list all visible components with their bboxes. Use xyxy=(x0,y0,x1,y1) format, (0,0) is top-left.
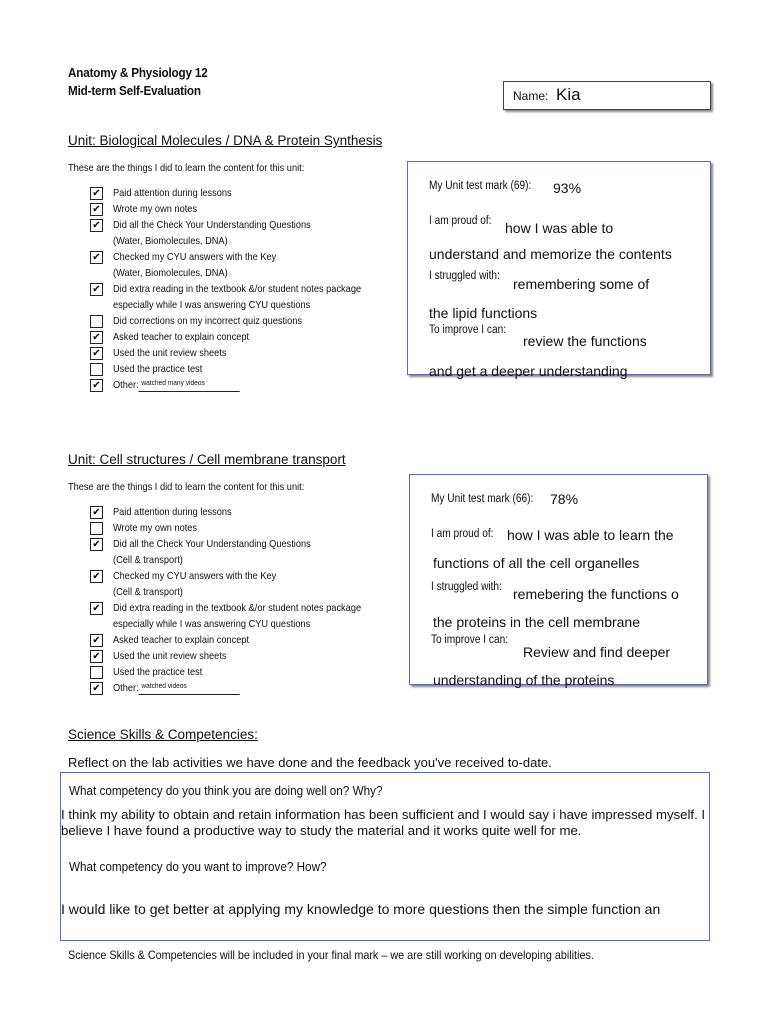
checklist-item-label xyxy=(113,346,227,360)
item-label-text: Other: xyxy=(113,379,139,391)
checklist-item-label xyxy=(113,266,228,280)
other-input-line[interactable] xyxy=(139,681,240,695)
item-label-text: Used the unit review sheets xyxy=(113,650,227,662)
item-label-text: Did corrections on my incorrect quiz questions xyxy=(113,315,302,327)
unit2-improve-label: To improve I can: xyxy=(431,634,509,646)
unit1-mark-value[interactable]: 93% xyxy=(553,180,582,196)
item-label-text: Checked my CYU answers with the Key xyxy=(113,251,277,263)
skills-question-1: What competency do you think you are doing well on? Why? xyxy=(69,783,383,798)
item-label-text: especially while I was answering CYU questions xyxy=(113,618,311,630)
other-input-line[interactable] xyxy=(139,378,240,392)
item-label-text: Used the unit review sheets xyxy=(113,347,227,359)
checkbox[interactable]: ✔ xyxy=(90,602,103,615)
checkbox[interactable]: ✔ xyxy=(90,634,103,647)
unit1-intro: These are the things I did to learn the content for this unit: xyxy=(68,162,305,174)
skills-heading: Science Skills & Competencies: xyxy=(68,727,258,742)
checklist-item-label xyxy=(113,633,249,647)
item-label-text: Did extra reading in the textbook &/or student notes package xyxy=(113,283,362,295)
checklist-item-label xyxy=(113,617,310,631)
checklist-item-label xyxy=(113,649,227,663)
checkbox[interactable]: ✔ xyxy=(90,187,103,200)
unit2-struggled-label: I struggled with: xyxy=(431,581,502,593)
item-label-text: Used the practice test xyxy=(113,363,203,375)
checklist-item-label xyxy=(113,521,197,535)
checkbox[interactable] xyxy=(90,666,103,679)
checkbox[interactable]: ✔ xyxy=(90,219,103,232)
course-title: Anatomy & Physiology 12 xyxy=(68,65,208,80)
checklist-item-label xyxy=(113,569,276,583)
checklist-item-label xyxy=(113,681,240,695)
checkbox[interactable]: ✔ xyxy=(90,682,103,695)
unit1-mark-label: My Unit test mark (69): xyxy=(429,180,532,192)
checkbox[interactable] xyxy=(90,522,103,535)
name-field[interactable] xyxy=(503,81,711,110)
unit2-heading: Unit: Cell structures / Cell membrane transport xyxy=(68,452,346,467)
unit2-improve-line1[interactable]: Review and find deeper xyxy=(523,644,671,660)
unit2-proud-label: I am proud of: xyxy=(431,528,494,540)
checkbox[interactable]: ✔ xyxy=(90,283,103,296)
unit2-struggled-line2[interactable]: the proteins in the cell membrane xyxy=(433,614,640,630)
checklist-item-label xyxy=(113,378,240,392)
checklist-item-label xyxy=(113,298,310,312)
checkbox[interactable]: ✔ xyxy=(90,203,103,216)
item-label-text: especially while I was answering CYU questions xyxy=(113,299,311,311)
unit2-intro: These are the things I did to learn the content for this unit: xyxy=(68,481,305,493)
unit2-mark-value[interactable]: 78% xyxy=(550,491,579,507)
item-label-text: Asked teacher to explain concept xyxy=(113,331,250,343)
checklist-item-label xyxy=(113,505,232,519)
unit1-proud-line2[interactable]: understand and memorize the contents xyxy=(429,246,672,262)
checkbox[interactable]: ✔ xyxy=(90,379,103,392)
checkbox[interactable] xyxy=(90,363,103,376)
skills-question-2: What competency do you want to improve? How? xyxy=(69,859,327,874)
item-label-text: Did extra reading in the textbook &/or student notes package xyxy=(113,602,362,614)
skills-answer-2[interactable]: I would like to get better at applying my knowledge to more questions then the simple function an xyxy=(61,901,661,917)
item-label-text: (Water, Biomolecules, DNA) xyxy=(113,235,228,247)
checklist-item-label xyxy=(113,665,202,679)
unit2-reflection-box xyxy=(409,474,708,688)
unit2-proud-line1[interactable]: how I was able to learn the xyxy=(507,527,674,543)
unit1-reflection-box xyxy=(407,161,711,379)
unit1-improve-label: To improve I can: xyxy=(429,324,507,336)
checkbox[interactable]: ✔ xyxy=(90,251,103,264)
checklist-item-label xyxy=(113,234,228,248)
checklist-item-label xyxy=(113,202,197,216)
item-label-text: Other: xyxy=(113,682,139,694)
skills-reflect-prompt: Reflect on the lab activities we have done and the feedback you've received to-date. xyxy=(68,755,552,770)
other-value: watched many videos xyxy=(141,378,205,387)
checklist-item-label xyxy=(113,537,311,551)
unit1-struggled-line2[interactable]: the lipid functions xyxy=(429,305,538,321)
unit1-proud-line1[interactable]: how I was able to xyxy=(505,220,614,236)
checkbox[interactable]: ✔ xyxy=(90,347,103,360)
item-label-text: Paid attention during lessons xyxy=(113,187,232,199)
checkbox[interactable]: ✔ xyxy=(90,538,103,551)
checklist-item-label xyxy=(113,601,361,615)
name-label: Name: xyxy=(513,89,549,103)
unit1-heading: Unit: Biological Molecules / DNA & Protein Synthesis xyxy=(68,133,383,148)
item-label-text: Wrote my own notes xyxy=(113,522,198,534)
item-label-text: Did all the Check Your Understanding Questions xyxy=(113,219,311,231)
item-label-text: Wrote my own notes xyxy=(113,203,198,215)
unit1-improve-line2[interactable]: and get a deeper understanding xyxy=(429,363,628,379)
checklist-item-label xyxy=(113,218,311,232)
page-subtitle: Mid-term Self-Evaluation xyxy=(68,83,201,98)
unit1-struggled-label: I struggled with: xyxy=(429,270,500,282)
skills-answer-1[interactable]: I think my ability to obtain and retain information has been sufficient and I would say i have impressed myself. I believe I have found a productive way to study the material and it works quite well for me. xyxy=(61,807,706,838)
item-label-text: (Water, Biomolecules, DNA) xyxy=(113,267,228,279)
item-label-text: Asked teacher to explain concept xyxy=(113,634,250,646)
unit2-struggled-line1[interactable]: remebering the functions o xyxy=(513,586,679,602)
item-label-text: Used the practice test xyxy=(113,666,203,678)
unit1-proud-label: I am proud of: xyxy=(429,215,492,227)
skills-response-box xyxy=(60,772,710,941)
checklist-item-label xyxy=(113,250,276,264)
unit2-mark-label: My Unit test mark (66): xyxy=(431,493,534,505)
checkbox[interactable] xyxy=(90,315,103,328)
other-value: watched videos xyxy=(141,681,187,690)
checklist-item-label xyxy=(113,282,361,296)
checklist-item-label xyxy=(113,186,232,200)
item-label-text: (Cell & transport) xyxy=(113,586,183,598)
checklist-item-label xyxy=(113,330,249,344)
unit1-improve-line1[interactable]: review the functions xyxy=(523,333,647,349)
skills-footer-note: Science Skills & Competencies will be included in your final mark – we are still working on developing abilities. xyxy=(68,948,594,962)
unit2-improve-line2[interactable]: understanding of the proteins xyxy=(433,672,615,688)
checklist-item-label xyxy=(113,585,183,599)
checklist-item-label xyxy=(113,362,202,376)
item-label-text: Paid attention during lessons xyxy=(113,506,232,518)
item-label-text: Checked my CYU answers with the Key xyxy=(113,570,277,582)
checklist-item-label xyxy=(113,314,302,328)
name-value[interactable]: Kia xyxy=(556,85,581,104)
checkbox[interactable]: ✔ xyxy=(90,331,103,344)
checkbox[interactable]: ✔ xyxy=(90,650,103,663)
checkbox[interactable]: ✔ xyxy=(90,506,103,519)
item-label-text: Did all the Check Your Understanding Questions xyxy=(113,538,311,550)
checklist-item-label xyxy=(113,553,183,567)
unit1-struggled-line1[interactable]: remembering some of xyxy=(513,276,650,292)
unit2-proud-line2[interactable]: functions of all the cell organelles xyxy=(433,555,640,571)
checkbox[interactable]: ✔ xyxy=(90,570,103,583)
item-label-text: (Cell & transport) xyxy=(113,554,183,566)
